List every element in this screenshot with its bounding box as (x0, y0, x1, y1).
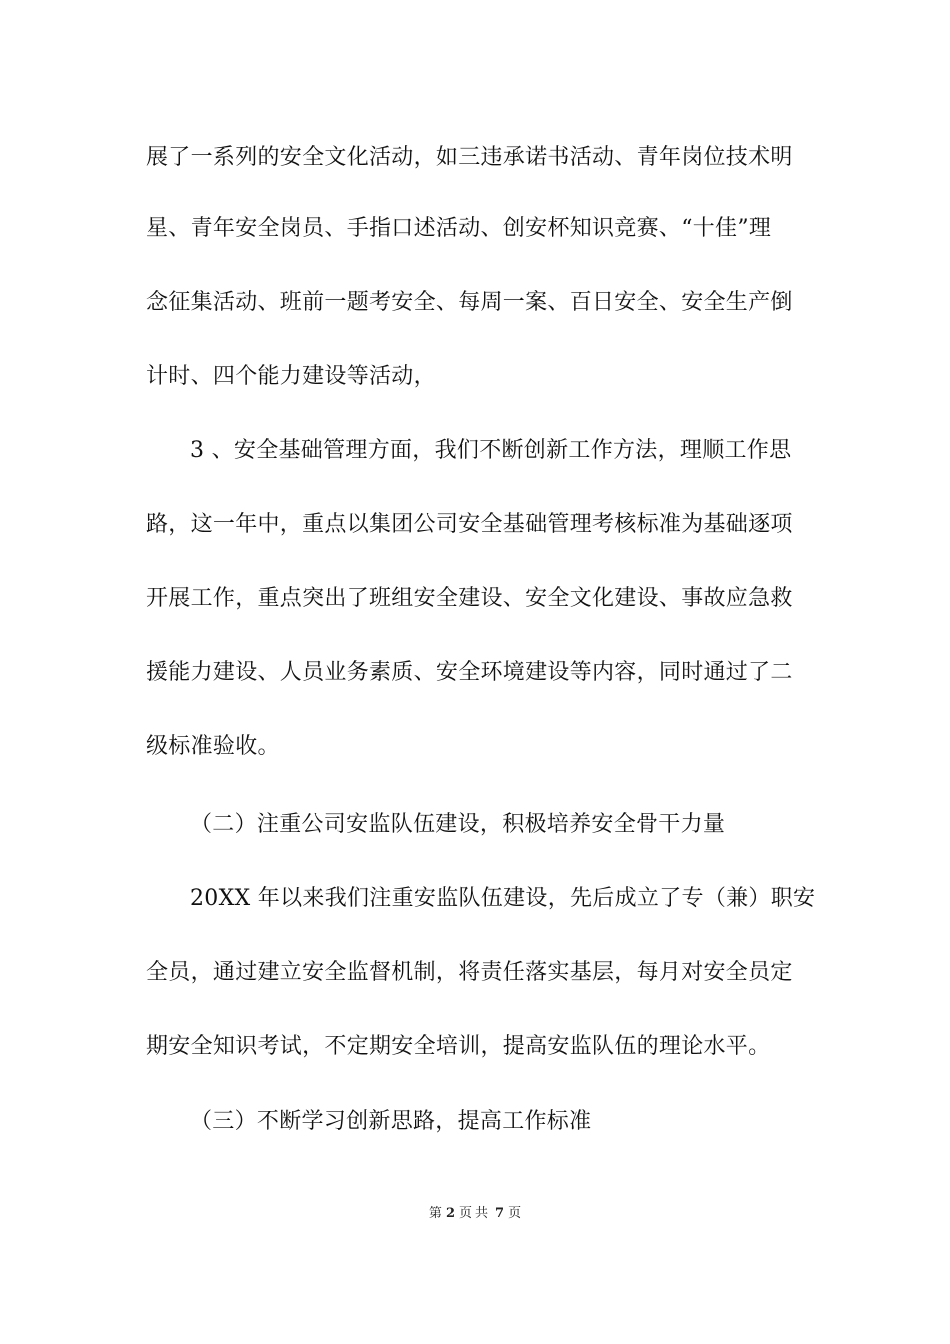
paragraph-line: 级标准验收。 (146, 734, 280, 759)
paragraph-line: 3 、安全基础管理方面，我们不断创新工作方法，理顺工作思 (190, 438, 792, 463)
paragraph-line: 援能力建设、人员业务素质、安全环境建设等内容，同时通过了二 (146, 660, 793, 685)
footer-suffix: 页 (508, 1206, 522, 1221)
paragraph-line: 20XX 年以来我们注重安监队伍建设，先后成立了专（兼）职安 (190, 886, 816, 911)
paragraph-line: 计时、四个能力建设等活动， (146, 364, 436, 389)
total-page-number: 7 (495, 1206, 505, 1221)
footer-middle-2: 共 (475, 1206, 489, 1221)
section-heading: （二）注重公司安监队伍建设，积极培养安全骨干力量 (190, 812, 726, 837)
current-page-number: 2 (445, 1206, 455, 1221)
page-footer (0, 1206, 950, 1222)
paragraph-line: 全员，通过建立安全监督机制，将责任落实基层，每月对安全员定 (146, 960, 793, 985)
paragraph-line: 开展工作，重点突出了班组安全建设、安全文化建设、事故应急救 (146, 586, 793, 611)
footer-prefix: 第 (428, 1206, 442, 1221)
paragraph-line: 念征集活动、班前一题考安全、每周一案、百日安全、安全生产倒 (146, 290, 793, 315)
section-heading: （三）不断学习创新思路，提高工作标准 (190, 1109, 592, 1134)
paragraph-line: 路，这一年中，重点以集团公司安全基础管理考核标准为基础逐项 (146, 512, 793, 537)
paragraph-line: 星、青年安全岗员、手指口述活动、创安杯知识竞赛、“十佳”理 (146, 216, 772, 241)
paragraph-line: 展了一系列的安全文化活动，如三违承诺书活动、青年岗位技术明 (146, 145, 793, 170)
paragraph-line: 期安全知识考试，不定期安全培训，提高安监队伍的理论水平。 (146, 1034, 771, 1059)
footer-middle-1: 页 (458, 1206, 472, 1221)
